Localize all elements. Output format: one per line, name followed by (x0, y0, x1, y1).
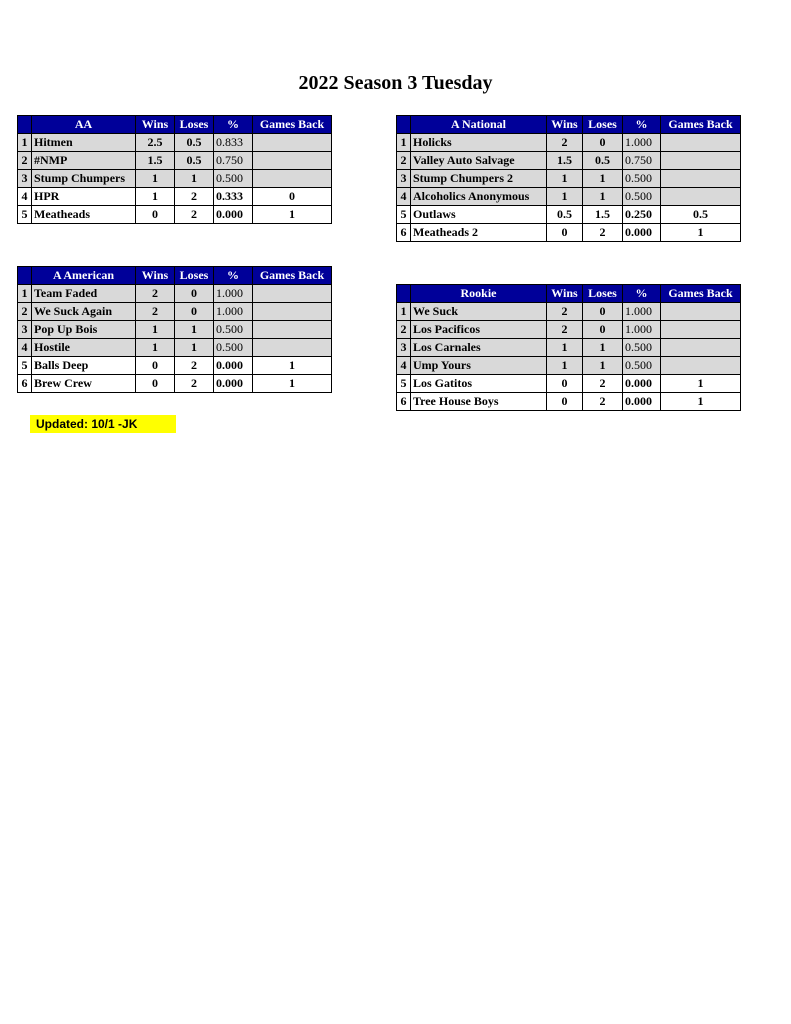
loses-cell: 0 (583, 321, 623, 339)
loses-header: Loses (583, 116, 623, 134)
table-row (18, 357, 332, 375)
loses-cell: 1 (583, 339, 623, 357)
pct-header: % (623, 116, 661, 134)
table-row (397, 357, 741, 375)
pct-cell: 1.000 (623, 134, 661, 152)
table-row (18, 285, 332, 303)
loses-header: Loses (175, 267, 214, 285)
wins-header: Wins (547, 116, 583, 134)
rank-cell: 4 (397, 357, 411, 375)
team-cell: Stump Chumpers (32, 170, 136, 188)
wins-cell: 2 (547, 303, 583, 321)
games-back-cell (661, 152, 741, 170)
wins-cell: 1 (136, 170, 175, 188)
team-cell: Pop Up Bois (32, 321, 136, 339)
games-back-cell (661, 357, 741, 375)
table-row (397, 152, 741, 170)
loses-cell: 0.5 (583, 152, 623, 170)
pct-cell: 1.000 (623, 303, 661, 321)
rank-header (18, 116, 32, 134)
loses-cell: 1 (583, 357, 623, 375)
table-row (397, 375, 741, 393)
games-back-cell: 1 (253, 357, 332, 375)
loses-cell: 1 (583, 170, 623, 188)
loses-cell: 0.5 (175, 134, 214, 152)
pct-cell: 0.750 (214, 152, 253, 170)
wins-cell: 1.5 (136, 152, 175, 170)
table-row (18, 375, 332, 393)
table-row (397, 303, 741, 321)
wins-cell: 0 (547, 393, 583, 411)
wins-cell: 1 (136, 188, 175, 206)
updated-note: Updated: 10/1 -JK (30, 415, 176, 433)
wins-cell: 2 (136, 285, 175, 303)
pct-cell: 0.500 (623, 170, 661, 188)
table-row (397, 321, 741, 339)
team-cell: Hostile (32, 339, 136, 357)
team-cell: Valley Auto Salvage (411, 152, 547, 170)
rank-header (397, 285, 411, 303)
table-row (397, 134, 741, 152)
games-back-header: Games Back (661, 285, 741, 303)
wins-cell: 2 (547, 321, 583, 339)
team-cell: Team Faded (32, 285, 136, 303)
games-back-cell: 1 (661, 224, 741, 242)
table-row (18, 339, 332, 357)
games-back-cell (661, 303, 741, 321)
table-row (18, 152, 332, 170)
table-row (397, 170, 741, 188)
team-cell: Holicks (411, 134, 547, 152)
team-cell: Brew Crew (32, 375, 136, 393)
loses-cell: 2 (175, 206, 214, 224)
team-cell: Los Carnales (411, 339, 547, 357)
rank-cell: 1 (397, 303, 411, 321)
wins-cell: 0 (547, 224, 583, 242)
page-title: 2022 Season 3 Tuesday (298, 72, 493, 94)
pct-cell: 1.000 (214, 303, 253, 321)
rank-cell: 2 (18, 152, 32, 170)
pct-cell: 0.000 (214, 357, 253, 375)
table-header-row (397, 116, 741, 134)
loses-cell: 0 (175, 285, 214, 303)
pct-cell: 0.833 (214, 134, 253, 152)
loses-cell: 0 (175, 303, 214, 321)
games-back-cell: 0 (253, 188, 332, 206)
loses-cell: 2 (583, 375, 623, 393)
wins-header: Wins (547, 285, 583, 303)
table-row (18, 321, 332, 339)
wins-cell: 1 (547, 188, 583, 206)
pct-cell: 0.500 (214, 321, 253, 339)
games-back-cell: 1 (253, 206, 332, 224)
wins-header: Wins (136, 267, 175, 285)
wins-header: Wins (136, 116, 175, 134)
pct-cell: 0.500 (623, 188, 661, 206)
team-cell: Hitmen (32, 134, 136, 152)
table-row (18, 170, 332, 188)
team-cell: Tree House Boys (411, 393, 547, 411)
pct-cell: 0.000 (214, 206, 253, 224)
loses-cell: 2 (175, 357, 214, 375)
loses-cell: 2 (175, 188, 214, 206)
loses-header: Loses (583, 285, 623, 303)
games-back-cell (253, 285, 332, 303)
team-cell: #NMP (32, 152, 136, 170)
division-name: AA (32, 116, 136, 134)
loses-cell: 0.5 (175, 152, 214, 170)
games-back-cell (253, 321, 332, 339)
table-header-row (18, 267, 332, 285)
standings-table-rookie (396, 284, 741, 411)
pct-cell: 0.500 (214, 339, 253, 357)
pct-header: % (623, 285, 661, 303)
rank-cell: 5 (397, 206, 411, 224)
table-header-row (397, 285, 741, 303)
pct-cell: 0.750 (623, 152, 661, 170)
team-cell: Los Pacificos (411, 321, 547, 339)
table-row (18, 134, 332, 152)
pct-cell: 0.000 (623, 224, 661, 242)
loses-cell: 0 (583, 134, 623, 152)
table-row (397, 188, 741, 206)
team-cell: Alcoholics Anonymous (411, 188, 547, 206)
games-back-header: Games Back (661, 116, 741, 134)
games-back-cell: 1 (661, 375, 741, 393)
loses-cell: 2 (583, 393, 623, 411)
table-row (18, 206, 332, 224)
rank-cell: 5 (397, 375, 411, 393)
wins-cell: 1 (136, 339, 175, 357)
wins-cell: 1 (136, 321, 175, 339)
loses-cell: 1 (175, 339, 214, 357)
games-back-cell (253, 170, 332, 188)
games-back-cell: 0.5 (661, 206, 741, 224)
rank-cell: 2 (18, 303, 32, 321)
standings-table-a-national (396, 115, 741, 242)
wins-cell: 2 (547, 134, 583, 152)
division-name: A National (411, 116, 547, 134)
wins-cell: 1 (547, 339, 583, 357)
games-back-cell (661, 188, 741, 206)
pct-cell: 1.000 (214, 285, 253, 303)
games-back-cell (253, 134, 332, 152)
pct-cell: 0.250 (623, 206, 661, 224)
games-back-cell (661, 321, 741, 339)
rank-cell: 5 (18, 357, 32, 375)
rank-cell: 1 (18, 134, 32, 152)
team-cell: Meatheads 2 (411, 224, 547, 242)
games-back-cell (253, 303, 332, 321)
wins-cell: 0 (136, 357, 175, 375)
rank-header (397, 116, 411, 134)
games-back-cell (661, 339, 741, 357)
table-row (397, 393, 741, 411)
games-back-cell: 1 (253, 375, 332, 393)
pct-header: % (214, 267, 253, 285)
pct-header: % (214, 116, 253, 134)
table-row (397, 224, 741, 242)
rank-cell: 1 (18, 285, 32, 303)
pct-cell: 0.500 (623, 339, 661, 357)
team-cell: Balls Deep (32, 357, 136, 375)
rank-cell: 2 (397, 152, 411, 170)
division-name: Rookie (411, 285, 547, 303)
wins-cell: 0 (547, 375, 583, 393)
wins-cell: 1 (547, 357, 583, 375)
loses-cell: 1 (175, 170, 214, 188)
team-cell: Meatheads (32, 206, 136, 224)
games-back-cell (661, 170, 741, 188)
team-cell: HPR (32, 188, 136, 206)
team-cell: Los Gatitos (411, 375, 547, 393)
games-back-cell (661, 134, 741, 152)
pct-cell: 1.000 (623, 321, 661, 339)
pct-cell: 0.000 (623, 375, 661, 393)
table-row (18, 303, 332, 321)
standings-table-aa (17, 115, 332, 224)
pct-cell: 0.000 (623, 393, 661, 411)
pct-cell: 0.000 (214, 375, 253, 393)
wins-cell: 1 (547, 170, 583, 188)
table-header-row (18, 116, 332, 134)
rank-cell: 6 (397, 393, 411, 411)
rank-cell: 4 (397, 188, 411, 206)
games-back-cell: 1 (661, 393, 741, 411)
team-cell: Stump Chumpers 2 (411, 170, 547, 188)
loses-cell: 1.5 (583, 206, 623, 224)
team-cell: Outlaws (411, 206, 547, 224)
pct-cell: 0.500 (623, 357, 661, 375)
rank-cell: 6 (18, 375, 32, 393)
games-back-cell (253, 152, 332, 170)
loses-header: Loses (175, 116, 214, 134)
loses-cell: 2 (583, 224, 623, 242)
pct-cell: 0.500 (214, 170, 253, 188)
wins-cell: 0 (136, 375, 175, 393)
table-row (397, 339, 741, 357)
table-row (397, 206, 741, 224)
rank-cell: 3 (397, 170, 411, 188)
games-back-header: Games Back (253, 116, 332, 134)
wins-cell: 2 (136, 303, 175, 321)
games-back-header: Games Back (253, 267, 332, 285)
pct-cell: 0.333 (214, 188, 253, 206)
rank-cell: 4 (18, 339, 32, 357)
division-name: A American (32, 267, 136, 285)
rank-cell: 5 (18, 206, 32, 224)
team-cell: We Suck Again (32, 303, 136, 321)
wins-cell: 1.5 (547, 152, 583, 170)
wins-cell: 0.5 (547, 206, 583, 224)
rank-cell: 3 (397, 339, 411, 357)
rank-cell: 2 (397, 321, 411, 339)
table-row (18, 188, 332, 206)
wins-cell: 0 (136, 206, 175, 224)
loses-cell: 1 (175, 321, 214, 339)
rank-cell: 4 (18, 188, 32, 206)
loses-cell: 0 (583, 303, 623, 321)
rank-cell: 6 (397, 224, 411, 242)
rank-header (18, 267, 32, 285)
rank-cell: 1 (397, 134, 411, 152)
games-back-cell (253, 339, 332, 357)
loses-cell: 2 (175, 375, 214, 393)
rank-cell: 3 (18, 321, 32, 339)
loses-cell: 1 (583, 188, 623, 206)
wins-cell: 2.5 (136, 134, 175, 152)
team-cell: Ump Yours (411, 357, 547, 375)
rank-cell: 3 (18, 170, 32, 188)
standings-table-a-american (17, 266, 332, 393)
team-cell: We Suck (411, 303, 547, 321)
